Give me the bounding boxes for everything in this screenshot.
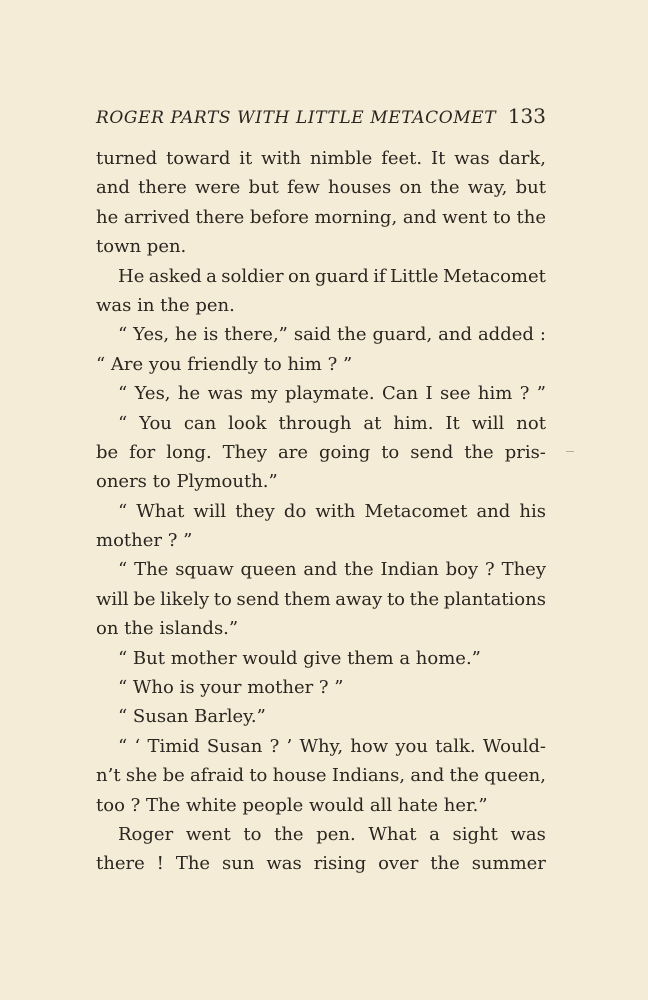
text-line: Roger went to the pen. What a sight was <box>118 823 546 845</box>
text-line: “ Yes, he was my playmate. Can I see him ? ” <box>118 383 546 405</box>
text-line: be for long. They are going to send the pris- <box>96 441 546 463</box>
text-line: He asked a soldier on guard if Little Metacomet <box>118 265 546 287</box>
text-line: there ! The sun was rising over the summer <box>96 853 546 875</box>
text-line: “ Yes, he is there,” said the guard, and added : <box>118 324 546 346</box>
text-line: “ Who is your mother ? ” <box>118 677 344 699</box>
text-line: he arrived there before morning, and went to the <box>96 206 546 228</box>
text-line: and there were but few houses on the way, but <box>96 177 546 199</box>
text-line: on the islands.” <box>96 618 239 640</box>
margin-mark <box>566 451 574 452</box>
text-line: mother ? ” <box>96 530 193 552</box>
text-line: “ Susan Barley.” <box>118 706 266 728</box>
text-line: was in the pen. <box>96 294 235 316</box>
text-line: “ You can look through at him. It will not <box>118 412 546 434</box>
text-line: too ? The white people would all hate her.” <box>96 794 488 816</box>
text-line: oners to Plymouth.” <box>96 471 278 493</box>
text-line: “ What will they do with Metacomet and his <box>118 500 546 522</box>
text-line: “ ‘ Timid Susan ? ’ Why, how you talk. Would- <box>118 735 546 757</box>
text-line: will be likely to send them away to the plantations <box>96 588 546 610</box>
text-line: town pen. <box>96 236 187 258</box>
text-line: “ Are you friendly to him ? ” <box>96 353 353 375</box>
running-head <box>96 104 546 134</box>
text-line: n’t she be afraid to house Indians, and the queen, <box>96 765 546 787</box>
text-line: turned toward it with nimble feet. It was dark, <box>96 148 546 169</box>
text-line: “ The squaw queen and the Indian boy ? They <box>118 559 546 581</box>
running-title: ROGER PARTS WITH LITTLE METACOMET <box>96 108 497 128</box>
text-line: “ But mother would give them a home.” <box>118 647 481 669</box>
page-number: 133 <box>507 104 546 128</box>
body-text <box>96 144 546 879</box>
